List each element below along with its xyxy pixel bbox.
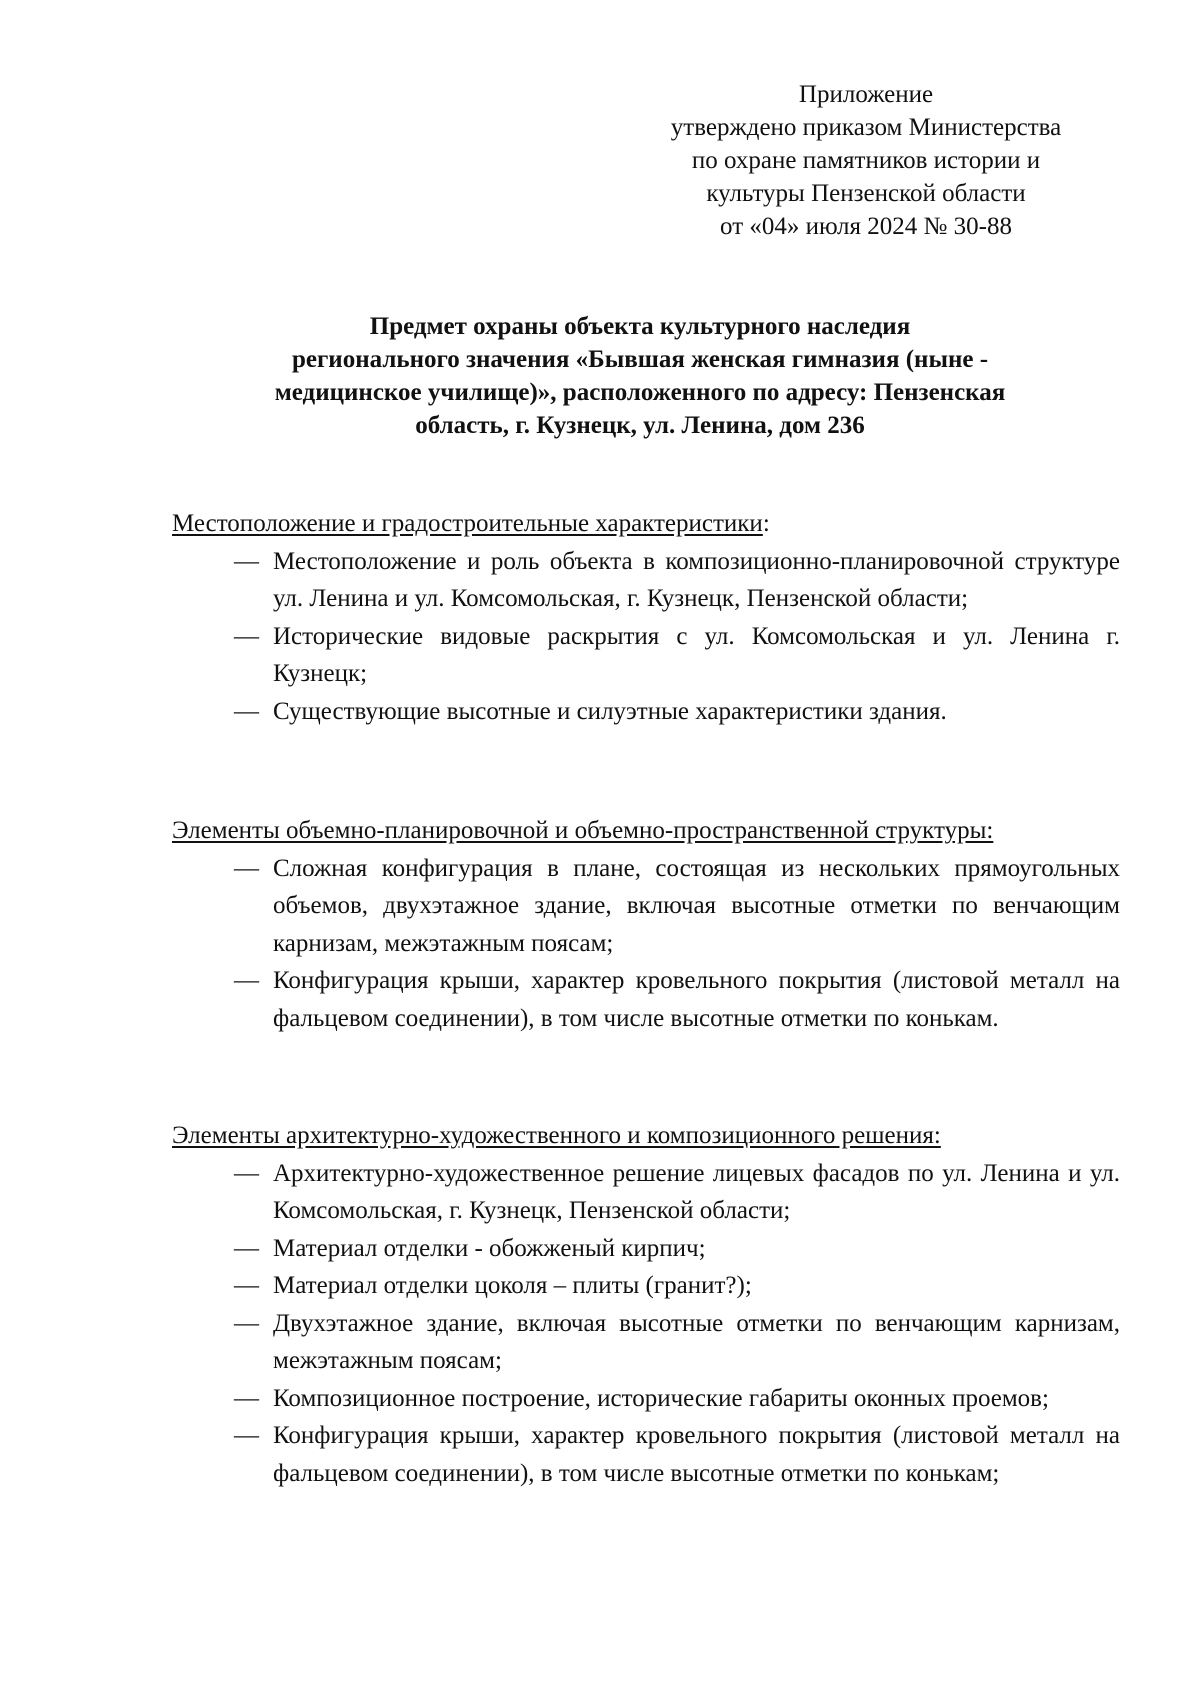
dash-bullet: — [234,967,259,994]
dash-bullet: — [234,697,259,725]
section-items [172,850,1120,1038]
title-line: Предмет охраны объекта культурного наследия [369,313,911,340]
approval-line: по охране памятников истории и [691,147,1041,174]
dash-bullet: — [234,1422,259,1449]
dash-bullet: — [234,1234,259,1262]
list-item-text: Композиционное построение, исторические габариты оконных проемов; [273,1384,1049,1412]
list-item [172,1267,1120,1305]
approval-line: культуры Пензенской области [706,180,1026,207]
list-item [172,1230,1120,1268]
section-heading-row [172,1117,1120,1155]
list-item [172,1380,1120,1418]
list-item-text: Материал отделки цоколя – плиты (гранит?); [273,1272,752,1299]
title-line: медицинское училище)», расположенного по адресу: Пензенская [274,379,1006,406]
list-item [172,962,1120,1037]
list-item [172,1305,1120,1380]
document-title [160,310,1120,442]
section-heading-row [172,505,1120,543]
dash-bullet: — [234,1272,259,1299]
section-volumetric-structure [172,812,1120,1037]
list-item [172,693,1120,731]
section-heading: Элементы архитектурно-художественного и композиционного решения: [172,1122,941,1149]
list-item-text: Существующие высотные и силуэтные характеристики здания. [273,697,947,725]
title-line: регионального значения «Бывшая женская гимназия (ныне - [291,346,989,373]
list-item [172,850,1120,963]
approval-line: Приложение [798,81,934,108]
title-line: область, г. Кузнецк, ул. Ленина, дом 236 [415,412,865,439]
list-item [172,618,1120,693]
approval-line: от «04» июля 2024 № 30-88 [720,213,1012,240]
dash-bullet: — [234,1384,259,1412]
list-item [172,1155,1120,1230]
dash-bullet: — [234,854,259,882]
dash-bullet: — [234,547,259,575]
section-heading: Элементы объемно-планировочной и объемно-пространственной структуры: [172,817,994,844]
list-item-text: Местоположение и роль объекта в композиционно-планировочной структуре ул. Ленина и ул. Комсомольская, г. Кузнецк, Пензенской области; [273,547,1120,612]
list-item-text: Конфигурация крыши, характер кровельного покрытия (листовой металл на фальцевом соединении), в том числе высотные отметки по конькам. [273,967,1120,1032]
section-heading-row [172,812,1120,850]
list-item [172,1417,1120,1492]
section-location [172,505,1120,730]
approval-block [626,78,1106,243]
dash-bullet: — [234,622,259,650]
section-heading: Местоположение и градостроительные характеристики [172,510,763,537]
list-item-text: Конфигурация крыши, характер кровельного покрытия (листовой металл на фальцевом соединении), в том числе высотные отметки по конькам; [273,1422,1120,1487]
dash-bullet: — [234,1309,259,1337]
list-item-text: Исторические видовые раскрытия с ул. Комсомольская и ул. Ленина г. Кузнецк; [273,622,1120,687]
list-item [172,543,1120,618]
list-item-text: Двухэтажное здание, включая высотные отметки по венчающим карнизам, межэтажным поясам; [273,1309,1120,1374]
list-item-text: Материал отделки - обожженый кирпич; [273,1234,706,1262]
section-architectural-solution [172,1117,1120,1492]
section-items [172,543,1120,731]
section-items [172,1155,1120,1493]
approval-line: утверждено приказом Министерства [670,114,1062,141]
section-heading-suffix: : [762,510,770,537]
dash-bullet: — [234,1159,259,1187]
list-item-text: Сложная конфигурация в плане, состоящая из нескольких прямоугольных объемов, двухэтажное здание, включая высотные отметки по венчающим карнизам, межэтажным поясам; [273,854,1120,957]
list-item-text: Архитектурно-художественное решение лицевых фасадов по ул. Ленина и ул. Комсомольская, г. Кузнецк, Пензенской области; [273,1159,1120,1224]
